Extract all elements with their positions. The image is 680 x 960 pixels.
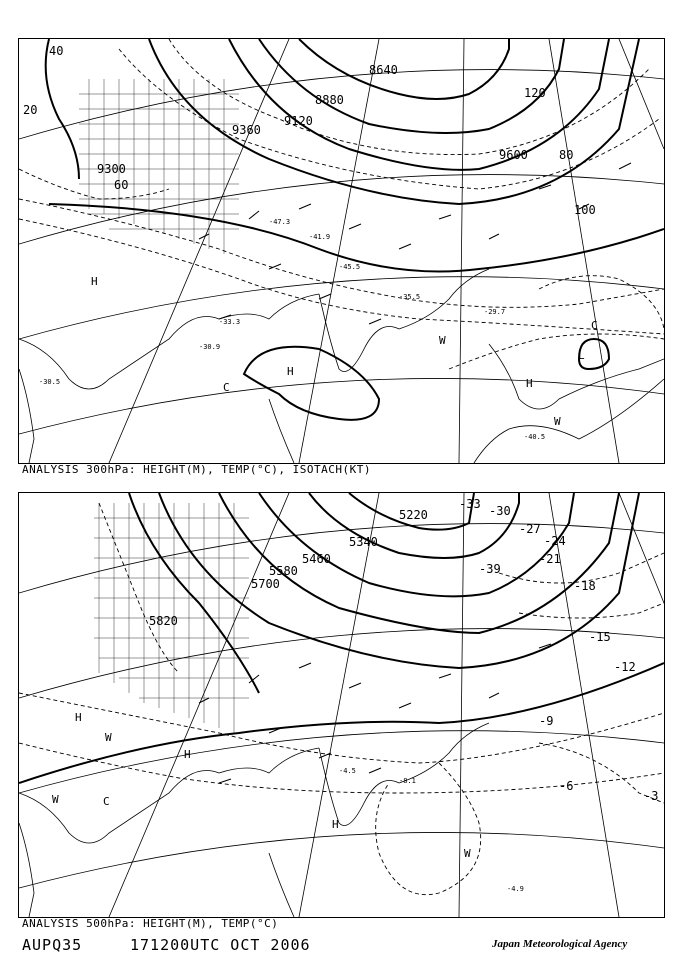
temp-label: -35.5	[399, 293, 421, 301]
height-label: 8880	[315, 93, 344, 107]
temp-contour-label: -3	[644, 789, 659, 803]
height-label: 5460	[302, 552, 331, 566]
temp-label: -45.5	[339, 263, 361, 271]
height-label: 5700	[251, 577, 280, 591]
temp-label: -47.3	[269, 218, 291, 226]
temp-contour-label: -24	[544, 534, 566, 548]
graticule-lon	[109, 493, 664, 917]
height-label: 9600	[499, 148, 528, 162]
high-marker: H	[91, 275, 98, 288]
temp-label: -40.5	[524, 433, 546, 441]
temp-contour-label: -9	[539, 714, 554, 728]
high-marker: H	[75, 711, 82, 724]
warm-marker: W	[52, 793, 59, 806]
temp-contour-label: -21	[539, 552, 561, 566]
height-label: 9120	[284, 114, 313, 128]
cold-marker: C	[591, 319, 598, 332]
temp-contour-label: -18	[574, 579, 596, 593]
height-label: 8640	[369, 63, 398, 77]
warm-marker: W	[439, 334, 446, 347]
low-marker: L	[578, 349, 585, 362]
height-label: 5820	[149, 614, 178, 628]
isotach-label: 60	[114, 178, 129, 192]
high-marker: H	[287, 365, 294, 378]
temp-contour-label: -39	[479, 562, 501, 576]
height-label: 5220	[399, 508, 428, 522]
caption-500hpa: ANALYSIS 500hPa: HEIGHT(M), TEMP(°C)	[22, 917, 279, 930]
temp-label: -41.9	[309, 233, 331, 241]
warm-marker: W	[464, 847, 471, 860]
cold-marker: C	[223, 381, 230, 394]
graticule-lat	[19, 524, 664, 888]
isotach-label: 40	[49, 44, 64, 58]
temp-label: -4.5	[339, 767, 356, 775]
cold-marker: C	[103, 795, 110, 808]
height-label: 5580	[269, 564, 298, 578]
map-300hpa-canvas	[19, 39, 664, 463]
temp-contour-label: -30	[489, 504, 511, 518]
map-panel-500hpa	[18, 492, 665, 918]
isotach-label: 120	[524, 86, 546, 100]
high-marker: H	[332, 818, 339, 831]
agency-name: Japan Meteorological Agency	[492, 938, 628, 950]
wind-barbs	[199, 644, 554, 783]
temp-label: -8.1	[399, 777, 416, 785]
warm-marker: W	[105, 731, 112, 744]
temp-contour-label: -12	[614, 660, 636, 674]
map-panel-300hpa	[18, 38, 665, 464]
temp-contour-label: -27	[519, 522, 541, 536]
temp-label: -4.9	[507, 885, 524, 893]
temp-contour-label: -33	[459, 497, 481, 511]
temp-contour-label: -15	[589, 630, 611, 644]
isotach-label: 80	[559, 148, 574, 162]
isotach-label: 100	[574, 203, 596, 217]
isotach-contours	[19, 39, 664, 369]
temp-label: -30.9	[199, 343, 221, 351]
chart-datetime: 171200UTC OCT 2006	[130, 936, 311, 954]
height-contours	[46, 39, 664, 420]
temp-contour-label: -6	[559, 779, 574, 793]
height-label: 9360	[232, 123, 261, 137]
coastlines	[19, 269, 664, 463]
chart-code: AUPQ35	[22, 936, 83, 954]
height-label: 5340	[349, 535, 378, 549]
temp-label: -33.3	[219, 318, 241, 326]
coastlines	[19, 723, 489, 917]
temp-label: -30.5	[39, 378, 61, 386]
map-500hpa-canvas	[19, 493, 664, 917]
temp-label: -29.7	[484, 308, 506, 316]
isotach-label: 20	[23, 103, 38, 117]
graticule-lon	[109, 39, 664, 463]
high-marker: H	[184, 748, 191, 761]
high-marker: H	[526, 377, 533, 390]
height-label: 9300	[97, 162, 126, 176]
caption-300hpa: ANALYSIS 300hPa: HEIGHT(M), TEMP(°C), ISOTACH(KT)	[22, 463, 372, 476]
warm-marker: W	[554, 415, 561, 428]
